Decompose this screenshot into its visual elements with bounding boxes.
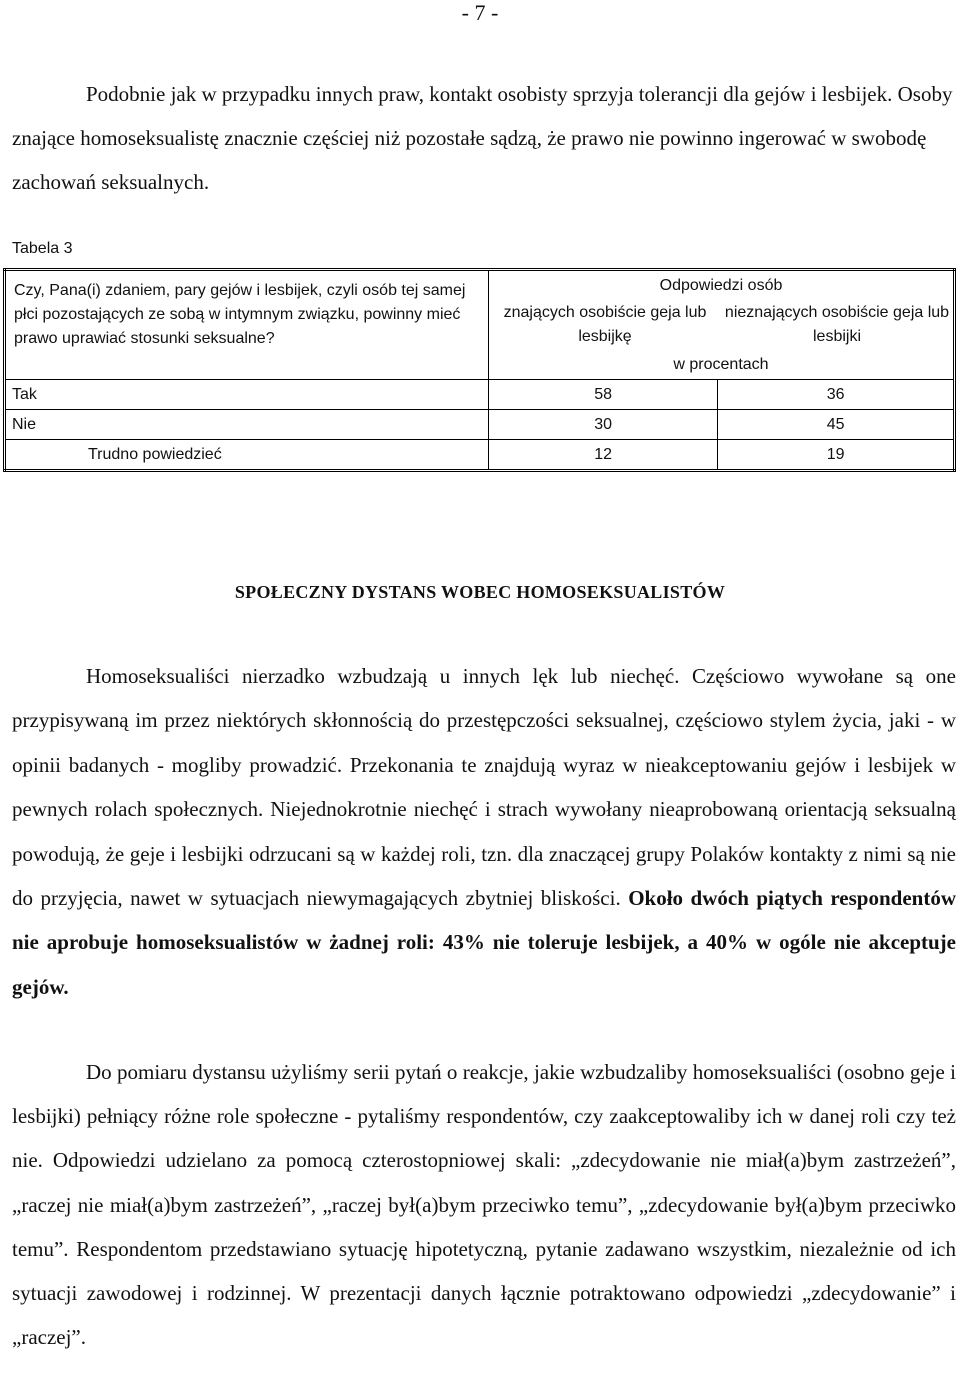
row-value-col1: 58 <box>489 380 718 410</box>
body-paragraph-distance <box>12 654 956 1009</box>
paragraph-text: Do pomiaru dystansu użyliśmy serii pytań o reakcje, jakie wzbudzaliby homoseksualiści (osobno geje i lesbijki) pełniący różne role społeczne - pytaliśmy respondentów, czy zaakceptowaliby ich w danej roli czy też nie. Odpowiedzi udzielano za pomocą czterostopniowej skali: „zdecydowanie nie miał(a)bym zastrzeżeń”, „raczej nie miał(a)bym zastrzeżeń”, „raczej był(a)bym przeciwko temu”, „zdecydowanie był(a)bym przeciwko temu”. Respondentom przedstawiano sytuację hipotetyczną, pytanie zadawano wszystkim, niezależnie od ich sytuacji zawodowej i rodzinnej. W prezentacji danych łącznie potraktowano odpowiedzi „zdecydowanie” i „raczej”. <box>12 1060 956 1350</box>
row-label: Tak <box>5 380 489 410</box>
unit-label: w procentach <box>673 356 769 373</box>
row-value-col2: 36 <box>718 380 955 410</box>
row-label: Nie <box>5 410 489 440</box>
body-paragraph-method <box>12 1050 956 1359</box>
table-column-headers <box>489 270 955 380</box>
row-label: Trudno powiedzieć <box>5 440 489 471</box>
row-value-col1: 30 <box>489 410 718 440</box>
paragraph-bold-finding: Około dwóch piątych respondentów nie aprobuje homoseksualistów w żadnej roli: 43% nie toleruje lesbijek, a 40% w ogóle nie akceptuje gejów. <box>12 886 956 999</box>
table-row <box>5 410 955 440</box>
paragraph-text: Homoseksualiści nierzadko wzbudzają u innych lęk lub niechęć. Częściowo wywołane są one przypisywaną im przez niektórych skłonnością do przestępczości seksualnej, częściowo stylem życia, jaki - w opinii badanych - mogliby prowadzić. Przekonania te znajdują wyraz w nieakceptowaniu gejów i lesbijek w pewnych rolach społecznych. Niejednokrotnie niechęć i strach wywołany nieaprobowaną orientacją seksualną powodują, że geje i lesbijki odrzucani są w każdej roli, tzn. dla znaczącej grupy Polaków kontakty z nimi są nie do przyjęcia, nawet w sytuacjach niewymagających zbytniej bliskości. <box>12 664 956 911</box>
section-title: SPOŁECZNY DYSTANS WOBEC HOMOSEKSUALISTÓW <box>234 582 726 602</box>
intro-paragraph <box>12 72 956 204</box>
row-value-col1: 12 <box>489 440 718 471</box>
table-caption: Tabela 3 <box>12 240 73 257</box>
survey-table <box>3 268 956 472</box>
row-value-col2: 45 <box>718 410 955 440</box>
group-header: Odpowiedzi osób <box>659 277 783 294</box>
intro-paragraph-text: Podobnie jak w przypadku innych praw, kontakt osobisty sprzyja tolerancji dla gejów i lesbijek. Osoby znające homoseksualistę znacznie częściej niż pozostałe sądzą, że prawo nie powinno ingerować w swobodę zachowań seksualnych. <box>12 82 953 194</box>
table-row <box>5 380 955 410</box>
table-row <box>5 440 955 471</box>
table-question: Czy, Pana(i) zdaniem, pary gejów i lesbijek, czyli osób tej samej płci pozostających ze sobą w intymnym związku, powinny mieć prawo uprawiać stosunki seksualne? <box>5 270 489 380</box>
page-number: - 7 - <box>461 0 499 25</box>
table-header-row <box>5 270 955 380</box>
col2-header: nieznających osobiście geja lub lesbijki <box>724 304 950 345</box>
row-value-col2: 19 <box>718 440 955 471</box>
col1-header: znających osobiście geja lub lesbijkę <box>503 304 707 345</box>
